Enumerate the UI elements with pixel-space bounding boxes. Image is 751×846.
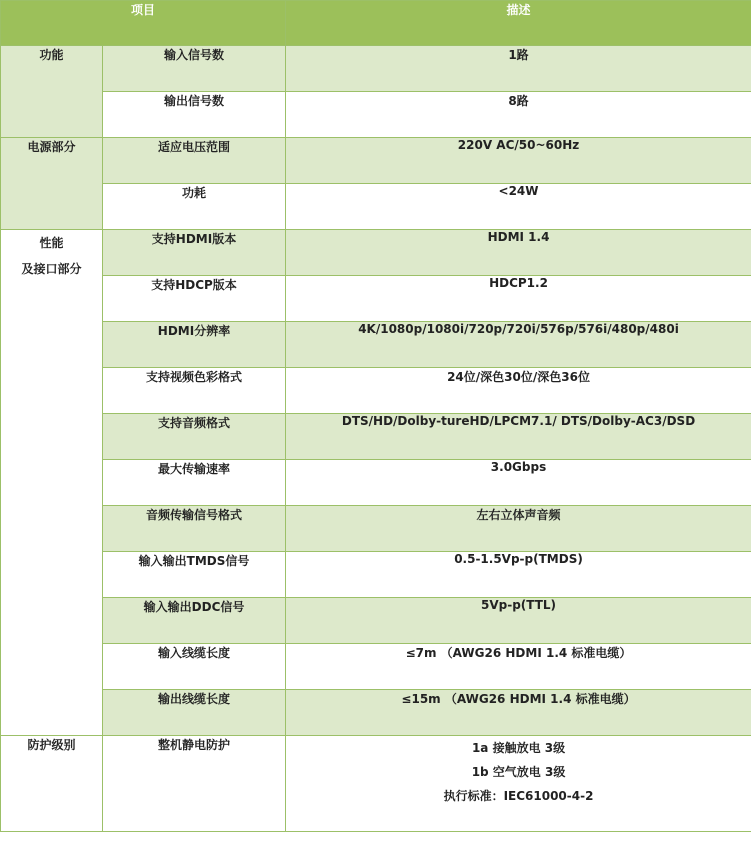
row-item: 输出线缆长度 [103, 690, 286, 736]
row-desc: 8路 [286, 92, 751, 138]
row-item: 输出信号数 [103, 92, 286, 138]
table-row [1, 138, 751, 184]
row-item: 适应电压范围 [103, 138, 286, 184]
row-desc: ≤15m （AWG26 HDMI 1.4 标准电缆） [286, 690, 751, 736]
table-row [1, 506, 751, 552]
row-item: 整机静电防护 [103, 736, 286, 832]
row-desc: ≤7m （AWG26 HDMI 1.4 标准电缆） [286, 644, 751, 690]
table-row [1, 644, 751, 690]
row-item: 支持HDMI版本 [103, 230, 286, 276]
row-item: HDMI分辨率 [103, 322, 286, 368]
protection-desc-line: 执行标准：IEC61000-4-2 [443, 789, 594, 803]
protection-desc-line: 1a 接触放电 3级 [471, 741, 566, 755]
row-desc: HDMI 1.4 [286, 230, 751, 276]
table-row [1, 736, 751, 832]
header-item: 项目 [1, 1, 286, 46]
row-desc: HDCP1.2 [286, 276, 751, 322]
table-row [1, 690, 751, 736]
header-row [1, 1, 751, 46]
row-item: 支持HDCP版本 [103, 276, 286, 322]
table-row [1, 368, 751, 414]
group-performance [1, 230, 103, 736]
table-row [1, 46, 751, 92]
row-desc: 5Vp-p(TTL) [286, 598, 751, 644]
row-desc: <24W [286, 184, 751, 230]
row-desc: 3.0Gbps [286, 460, 751, 506]
row-desc: 左右立体声音频 [286, 506, 751, 552]
row-item: 最大传输速率 [103, 460, 286, 506]
table-row [1, 92, 751, 138]
row-desc: 24位/深色30位/深色36位 [286, 368, 751, 414]
table-row [1, 552, 751, 598]
row-item: 输入线缆长度 [103, 644, 286, 690]
table-row [1, 184, 751, 230]
group-performance-line1: 性能 [39, 236, 64, 250]
row-item: 支持视频色彩格式 [103, 368, 286, 414]
group-performance-line2: 及接口部分 [21, 262, 82, 276]
table-row [1, 322, 751, 368]
row-desc: 220V AC/50~60Hz [286, 138, 751, 184]
table-row [1, 230, 751, 276]
table-row [1, 460, 751, 506]
row-item: 输入输出DDC信号 [103, 598, 286, 644]
row-desc: DTS/HD/Dolby-tureHD/LPCM7.1/ DTS/Dolby-AC3/DSD [286, 414, 751, 460]
row-desc: 0.5-1.5Vp-p(TMDS) [286, 552, 751, 598]
row-item: 音频传输信号格式 [103, 506, 286, 552]
table-row [1, 598, 751, 644]
group-protection: 防护级别 [1, 736, 103, 832]
row-item: 功耗 [103, 184, 286, 230]
protection-desc-line: 1b 空气放电 3级 [471, 765, 566, 779]
group-function: 功能 [1, 46, 103, 138]
row-item: 支持音频格式 [103, 414, 286, 460]
protection-desc [286, 736, 751, 832]
group-power: 电源部分 [1, 138, 103, 230]
row-item: 输入信号数 [103, 46, 286, 92]
row-item: 输入输出TMDS信号 [103, 552, 286, 598]
table-row [1, 276, 751, 322]
header-desc: 描述 [286, 1, 751, 46]
row-desc: 4K/1080p/1080i/720p/720i/576p/576i/480p/480i [286, 322, 751, 368]
row-desc: 1路 [286, 46, 751, 92]
table-row [1, 414, 751, 460]
